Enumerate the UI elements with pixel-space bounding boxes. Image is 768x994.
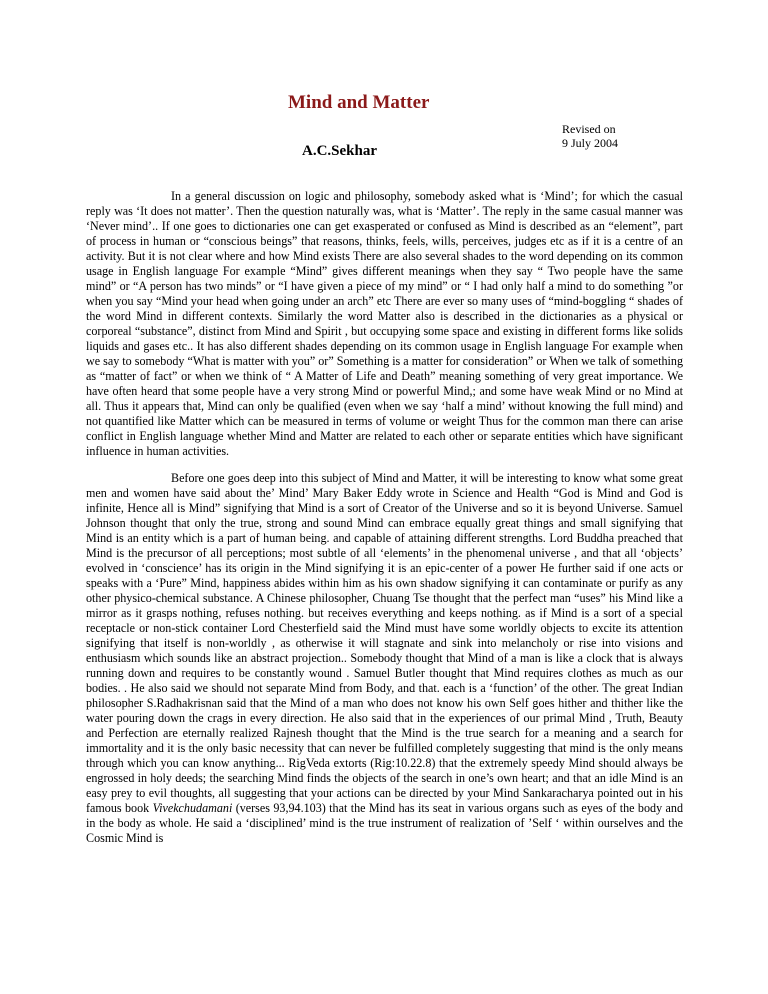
revision-date: 9 July 2004	[562, 136, 619, 150]
paragraph-1: In a general discussion on logic and philosophy, somebody asked what is ‘Mind’; for which the casual reply was ‘It does not matter’. Then the question naturally was, what is ‘Matter’. The reply in the same casual manner was ‘Never mind’.. If one goes to dictionaries one can get exasperated or confused as Mind is described as an “element”, part of process in human or “conscious beings” that reasons, thinks, feels, wills, perceives, judges etc as if it is a centre of an activity. But it is not clear where and how Mind exists There are also several shades to the word depending on its common usage in English language For example “Mind” gives different meanings when they say “ Two people have the same mind” or “A person has two minds” or “I have given a piece of my mind” or “ I had only half a mind to do something ”or when you say “Mind your head when going under an arch” etc There are ever so many uses of “mind-boggling “ shades of the word Mind in different contexts. Similarly the word Matter also is described in the dictionaries as a physical or corporeal “substance”, distinct from Mind and Spirit , but occupying some space and existing in different forms like solids liquids and gases etc.. It has also different shades depending on its common usage in English language For example when we say to somebody “What is matter with you” or” Something is a matter for consideration” or When we talk of something as “matter of fact” or when we think of “ A Matter of Life and Death” meaning something of very great importance. We have often heard that some people have a very strong Mind or powerful Mind,; and some have weak Mind or no Mind at all. Thus it appears that, Mind can only be qualified (even when we say ‘half a mind’ without knowing the full mind) and not quantified like Matter which can be measured in terms of volume or weight Thus for the common man there can arise conflict in English language whether Mind and Matter are related to each other or separate entities which have significant influence in human activities.	[86, 189, 683, 458]
book-title-vivekchudamani: Vivekchudamani	[152, 801, 233, 815]
paragraph-2-text: Before one goes deep into this subject of Mind and Matter, it will be interesting to know what some great men and women have said about the’ Mind’ Mary Baker Eddy wrote in Science and Health “God is Mind and God is infinite, Hence all is Mind” signifying that Mind is a sort of Creator of the Universe and so it is beyond Universe. Samuel Johnson thought that only the true, strong and sound Mind can embrace equally great things and small signifying that Mind is an entity which is a part of human being. and capable of attaining different strengths. Lord Buddha preached that Mind is the precursor of all perceptions; most subtle of all ‘elements’ in the phenomenal universe , and that all ‘objects’ evolved in ‘conscience’ has its origin in the Mind signifying it is an epic-center of a power He further said if one acts or speaks with a ‘Pure” Mind, happiness abides within him as his own shadow signifying it can contaminate or purify as any other physico-chemical substance. A Chinese philosopher, Chuang Tse thought that the perfect man “uses” his Mind like a mirror as it grasps nothing, refuses nothing. but receives everything and keeps nothing. as if Mind is a sort of a special receptacle or non-stick container Lord Chesterfield said the Mind must have some worldly objects to excite its attention signifying that itself is non-worldly , as otherwise it will stagnate and sink into melancholy or rise into visions and enthusiasm which sounds like an abstract projection.. Somebody thought that Mind of a man is like a clock that is always running down and requires to be constantly wound . Samuel Butler thought that Mind requires clothes as much as our bodies. . He also said we should not separate Mind from Body, and that. each is a ‘function’ of the other. The great Indian philosopher S.Radhakrisnan said that the Mind of a man who does not know his own Self goes hither and thither like the water pouring down the crags in every direction. He also said that in the experiences of our primal Mind , Truth, Beauty and Perfection are eternally realized Rajnesh thought that the Mind is the true search for a meaning and a search for immortality and it is the only basic necessity that can never be fulfilled completely suggesting that mind is the only means through which you can know anything... RigVeda extorts (Rig:10.22.8) that the extremely speedy Mind should always be engrossed in holy deeds; the searching Mind finds the objects of the search in one’s own heart; and that an idle Mind is an easy prey to evil thoughts, all suggesting that your actions can be directed by your Mind Sankaracharya pointed out in his famous book	[86, 471, 683, 815]
document-title: Mind and Matter	[288, 92, 430, 113]
paragraph-2	[86, 471, 683, 846]
document-body	[86, 189, 683, 858]
revision-label: Revised on	[562, 122, 616, 136]
revision-note	[562, 122, 618, 150]
paragraph-2-continuation: (verses 93,94.103) that the Mind has its seat in various organs such as eyes of the body and in the body as whole. He said a ‘disciplined’ mind is the true instrument of realization of ’Self ‘ within ourselves and the Cosmic Mind is	[86, 801, 683, 845]
author-name: A.C.Sekhar	[302, 143, 378, 159]
